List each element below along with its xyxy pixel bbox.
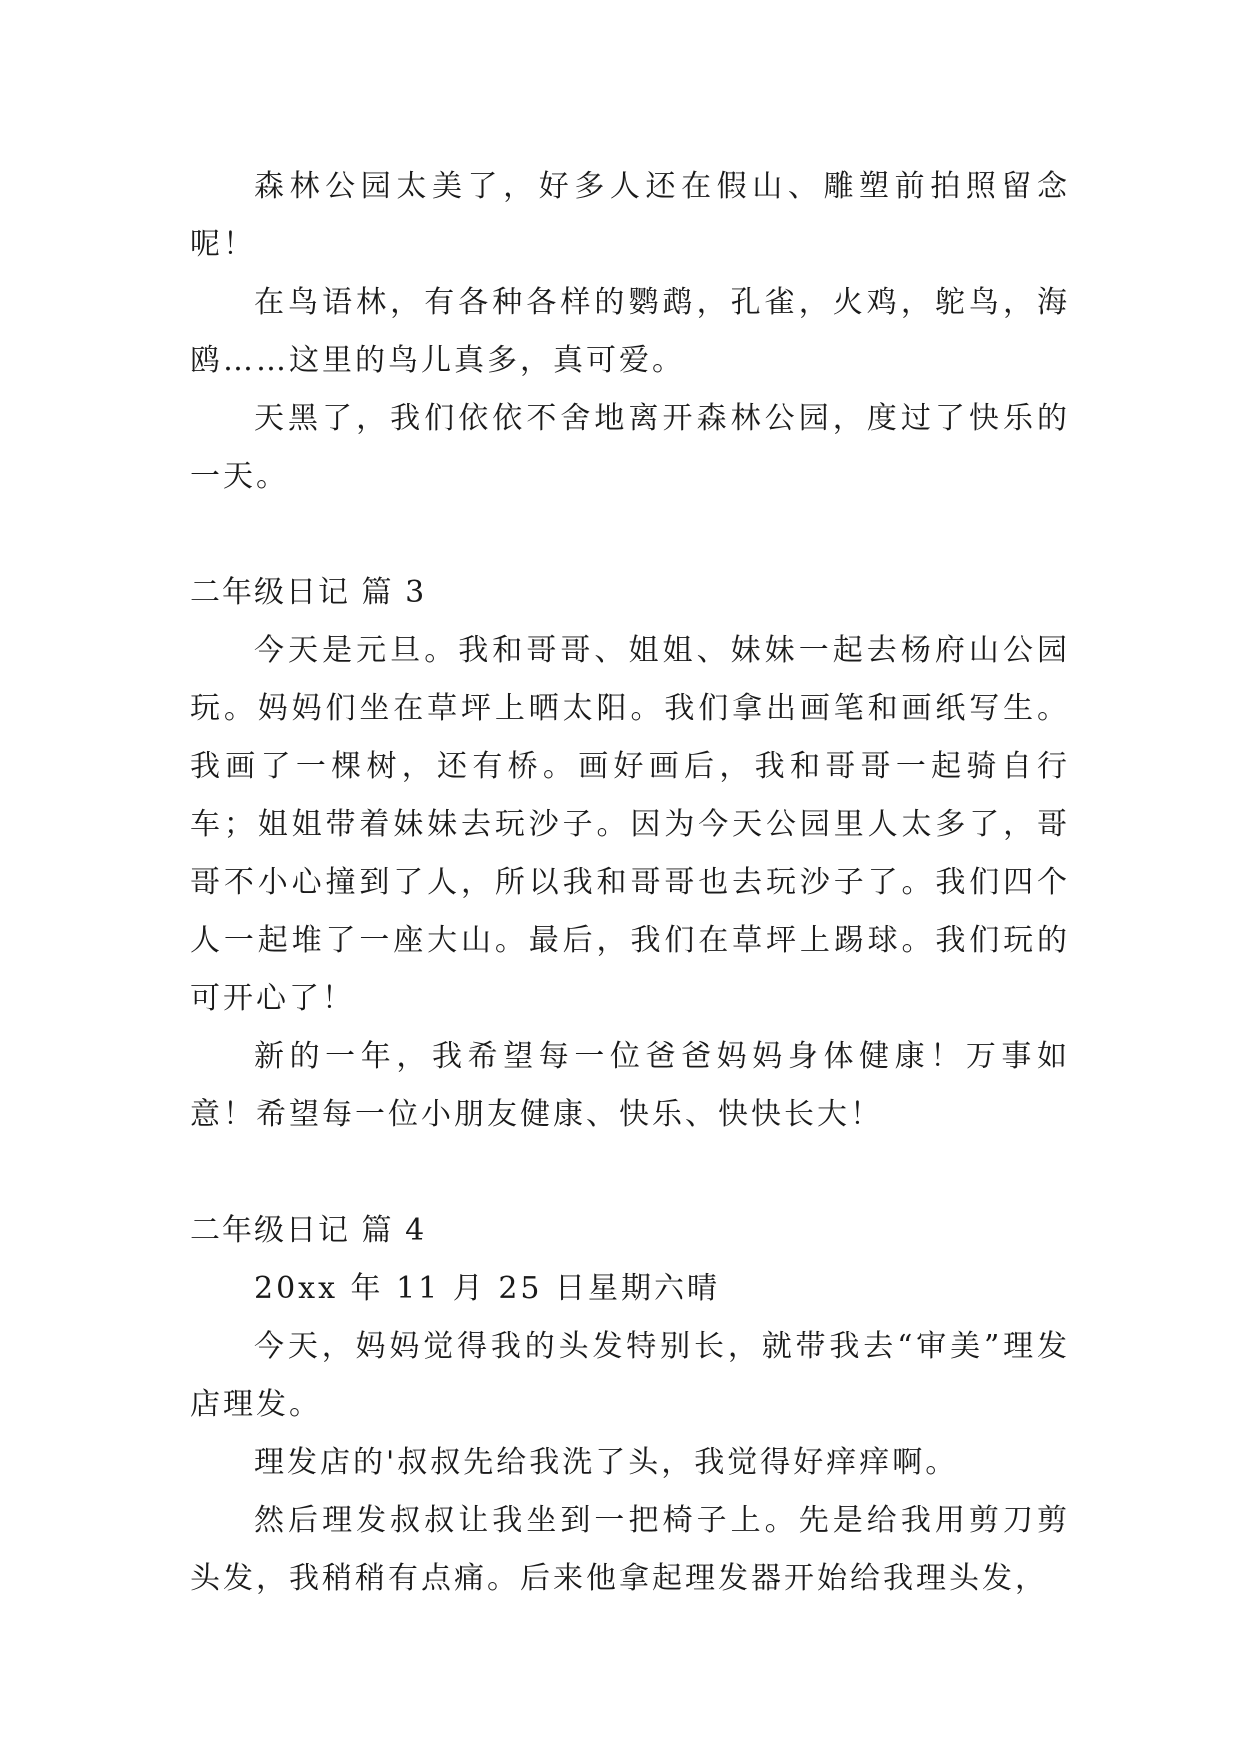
paragraph: 森林公园太美了，好多人还在假山、雕塑前拍照留念呢！ [190, 169, 1070, 262]
diary-date-line: 20xx 年 11 月 25 日星期六晴 [254, 1271, 721, 1306]
paragraph: 理发店的'叔叔先给我洗了头，我觉得好痒痒啊。 [254, 1445, 959, 1480]
paragraph: 在鸟语林，有各种各样的鹦鹉，孔雀，火鸡，鸵鸟，海鸥……这里的鸟儿真多，真可爱。 [190, 285, 1070, 378]
section-heading-3: 二年级日记 篇 3 [190, 575, 427, 610]
paragraph: 新的一年，我希望每一位爸爸妈妈身体健康！万事如意！希望每一位小朋友健康、快乐、快快长大！ [190, 1039, 1070, 1132]
paragraph: 今天是元旦。我和哥哥、姐姐、妹妹一起去杨府山公园玩。妈妈们坐在草坪上晒太阳。我们拿出画笔和画纸写生。我画了一棵树，还有桥。画好画后，我和哥哥一起骑自行车；姐姐带着妹妹去玩沙子。因为今天公园里人太多了，哥哥不小心撞到了人，所以我和哥哥也去玩沙子了。我们四个人一起堆了一座大山。最后，我们在草坪上踢球。我们玩的可开心了！ [190, 633, 1070, 1016]
paragraph: 然后理发叔叔让我坐到一把椅子上。先是给我用剪刀剪头发，我稍稍有点痛。后来他拿起理发器开始给我理头发， [190, 1503, 1070, 1596]
paragraph: 天黑了，我们依依不舍地离开森林公园，度过了快乐的一天。 [190, 401, 1070, 494]
paragraph: 今天，妈妈觉得我的头发特别长，就带我去“审美”理发店理发。 [190, 1329, 1070, 1422]
section-heading-4: 二年级日记 篇 4 [190, 1213, 427, 1248]
document-body [190, 158, 1070, 1608]
